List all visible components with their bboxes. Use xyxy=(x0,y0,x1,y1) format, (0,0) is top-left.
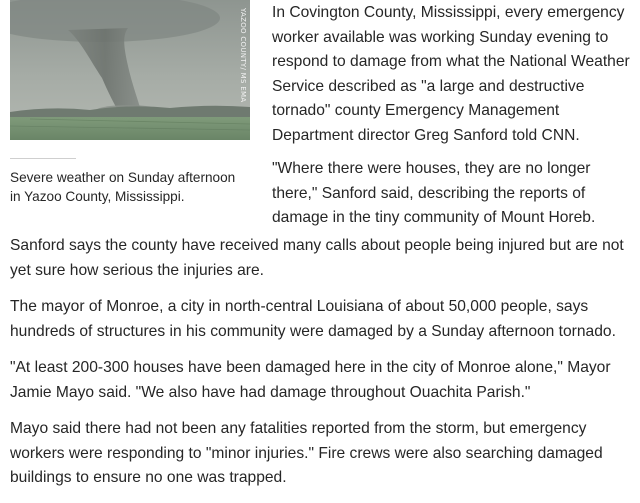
caption-divider xyxy=(10,158,76,159)
tornado-photo xyxy=(10,0,250,140)
photo-credit: YAZOO COUNTY/ MS EMA xyxy=(239,8,247,103)
article-side-column xyxy=(272,1,634,231)
paragraph: "Where there were houses, they are no longer there," Sanford said, describing the reports of damage in the tiny community of Mount Horeb. xyxy=(272,160,596,226)
paragraph: Mayo said there had not been any fatalities reported from the storm, but emergency workers were responding to "minor injuries." Fire crews were also searching damaged buildings to ensure no one was trapped. xyxy=(10,420,603,486)
paragraph: Sanford says the county have received many calls about people being injured but are not yet sure how serious the injuries are. xyxy=(10,237,624,279)
paragraph: In Covington County, Mississippi, every emergency worker available was working Sunday evening to respond to damage from what the National Weather Service described as "a large and destructive tornado" county Emergency Management Department director Greg Sanford told CNN. xyxy=(272,4,630,144)
paragraph: "At least 200-300 houses have been damaged here in the city of Monroe alone," Mayor Jamie Mayo said. "We also have had damage throughout Ouachita Parish." xyxy=(10,359,611,401)
article-body xyxy=(10,234,635,503)
photo-caption: Severe weather on Sunday afternoon in Yazoo County, Mississippi. xyxy=(10,170,236,204)
tornado-image xyxy=(10,0,250,140)
paragraph: The mayor of Monroe, a city in north-central Louisiana of about 50,000 people, says hundreds of structures in his community were damaged by a Sunday afternoon tornado. xyxy=(10,298,616,340)
